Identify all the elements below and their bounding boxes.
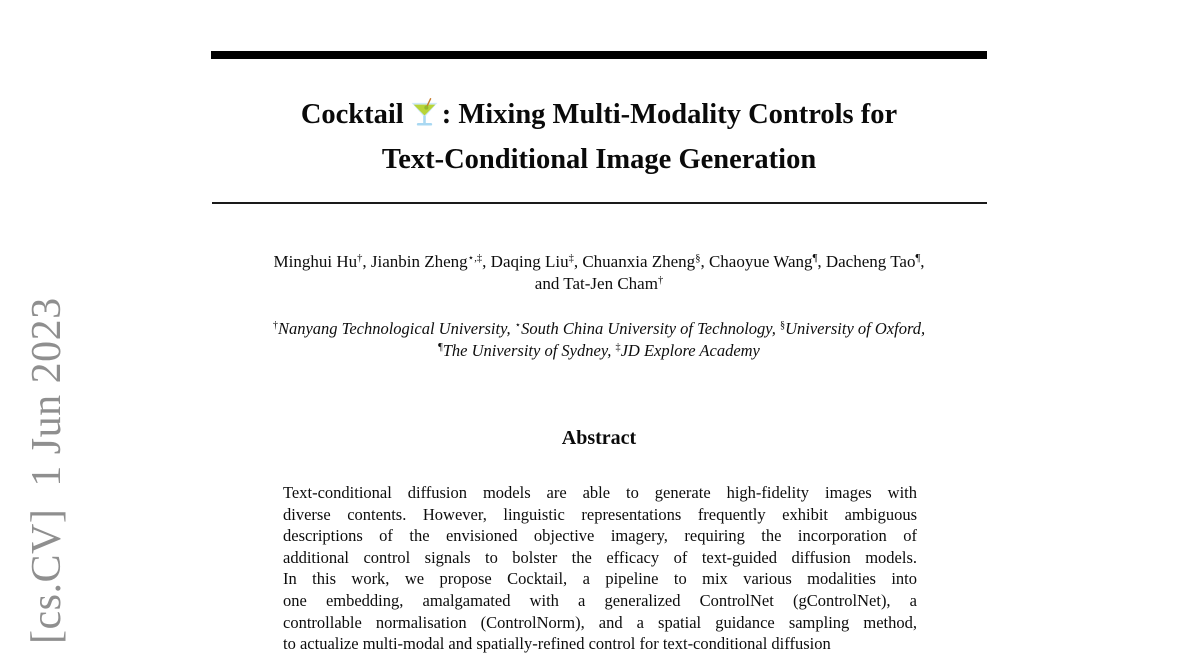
affiliation-line-1: †Nanyang Technological University, ⋆South China University of Technology, §University of Oxford,: [272, 319, 926, 338]
abstract-line: diverse contents. However, linguistic representations frequently exhibit ambiguous: [283, 504, 917, 524]
author-line-2: and Tat-Jen Cham†: [534, 274, 664, 293]
abstract-line-clipped: to actualize multi-modal and spatially-refined control for text-conditional diffusion: [283, 634, 831, 654]
paper-title: [210, 94, 988, 180]
abstract-heading: Abstract: [561, 427, 637, 449]
paper-title-line2: Text-Conditional Image Generation: [381, 144, 817, 175]
arxiv-watermark: [cs.CV] 1 Jun 2023: [24, 297, 70, 644]
cocktail-glass-icon: [410, 98, 439, 139]
author-line-1: Minghui Hu†, Jianbin Zheng⋆,‡, Daqing Liu‡, Chuanxia Zheng§, Chaoyue Wang¶, Dacheng Tao¶,: [273, 252, 925, 271]
abstract-body: [283, 482, 917, 655]
title-divider-rule: [212, 202, 987, 204]
affiliation-line-2: ¶The University of Sydney, ‡JD Explore Academy: [438, 341, 760, 360]
abstract-line: additional control signals to bolster the efficacy of text-guided diffusion models.: [283, 547, 917, 567]
paper-title-line1-pre: Cocktail: [300, 99, 404, 130]
affiliation-list: [210, 318, 988, 362]
author-list: [210, 251, 988, 295]
abstract-line: In this work, we propose Cocktail, a pipeline to mix various modalities into: [283, 569, 917, 589]
paper-title-line1-post: : Mixing Multi-Modality Controls for: [441, 99, 898, 130]
paper-page-column: [210, 0, 988, 654]
abstract-line: descriptions of the envisioned objective imagery, requiring the incorporation of: [283, 526, 917, 546]
abstract-line: one embedding, amalgamated with a generalized ControlNet (gControlNet), a: [283, 590, 917, 610]
top-divider-rule: [211, 51, 987, 59]
abstract-line: Text-conditional diffusion models are able to generate high-fidelity images with: [283, 483, 917, 502]
abstract-line: controllable normalisation (ControlNorm), and a spatial guidance sampling method,: [283, 612, 917, 632]
